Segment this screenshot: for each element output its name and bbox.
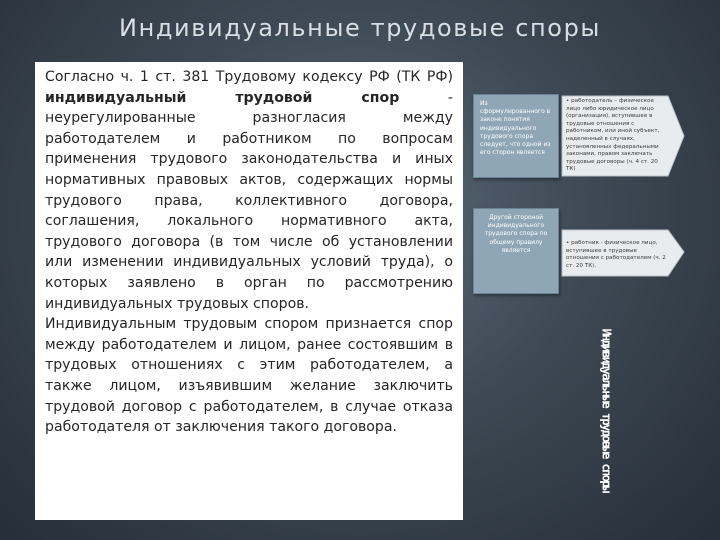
vertical-title-box bbox=[532, 328, 682, 492]
text-panel bbox=[35, 62, 463, 520]
first-party-box: Из сформулированного в законе понятия индивидуального трудового спора следует, что одной из его сторон является bbox=[473, 94, 559, 178]
slide-title: Индивидуальные трудовые споры bbox=[119, 14, 601, 42]
parties-diagram bbox=[470, 88, 690, 328]
vertical-title: Индивидуальные трудовые споры bbox=[600, 328, 614, 492]
definition-term: индивидуальный трудовой спор bbox=[45, 89, 400, 106]
employer-arrow-text: • работодатель – физическое лицо либо юридическое лицо (организация), вступившее в трудовые отношения с работником, или иной субъект, наделенный в случаях, установленных федеральными законами, правом заключать трудовые договоры (ч. 4 ст. 20 ТК) bbox=[566, 98, 660, 173]
definition-body: - неурегулированные разногласия между работодателем и работником по вопросам применения трудового законодательства и иных нормативных правовых актов, содержащих нормы трудового права, коллективного договора, соглашения, локального нормативного акта, трудового договора (в том числе об установлении или изменении индивидуальных условий труда), о которых заявлено в орган по рассмотрению индивидуальных трудовых споров. bbox=[45, 89, 453, 312]
definition-paragraph bbox=[45, 67, 453, 314]
employee-arrow-text: • работник - физическое лицо, вступившее в трудовые отношения с работодателем (ч. 2 ст. 20 ТК). bbox=[566, 240, 666, 269]
second-party-box: Другой стороной индивидуального трудового спора по общему правилу является bbox=[473, 208, 559, 294]
second-paragraph: Индивидуальным трудовым спором признается спор между работодателем и лицом, ранее состоявшим в трудовых отношениях с этим работодателем, а также лицом, изъявившим желание заключить трудовой договор с работодателем, в случае отказа работодателя от заключения такого договора. bbox=[45, 316, 453, 436]
definition-intro: Согласно ч. 1 ст. 381 Трудовому кодексу РФ (ТК РФ) bbox=[45, 69, 453, 85]
